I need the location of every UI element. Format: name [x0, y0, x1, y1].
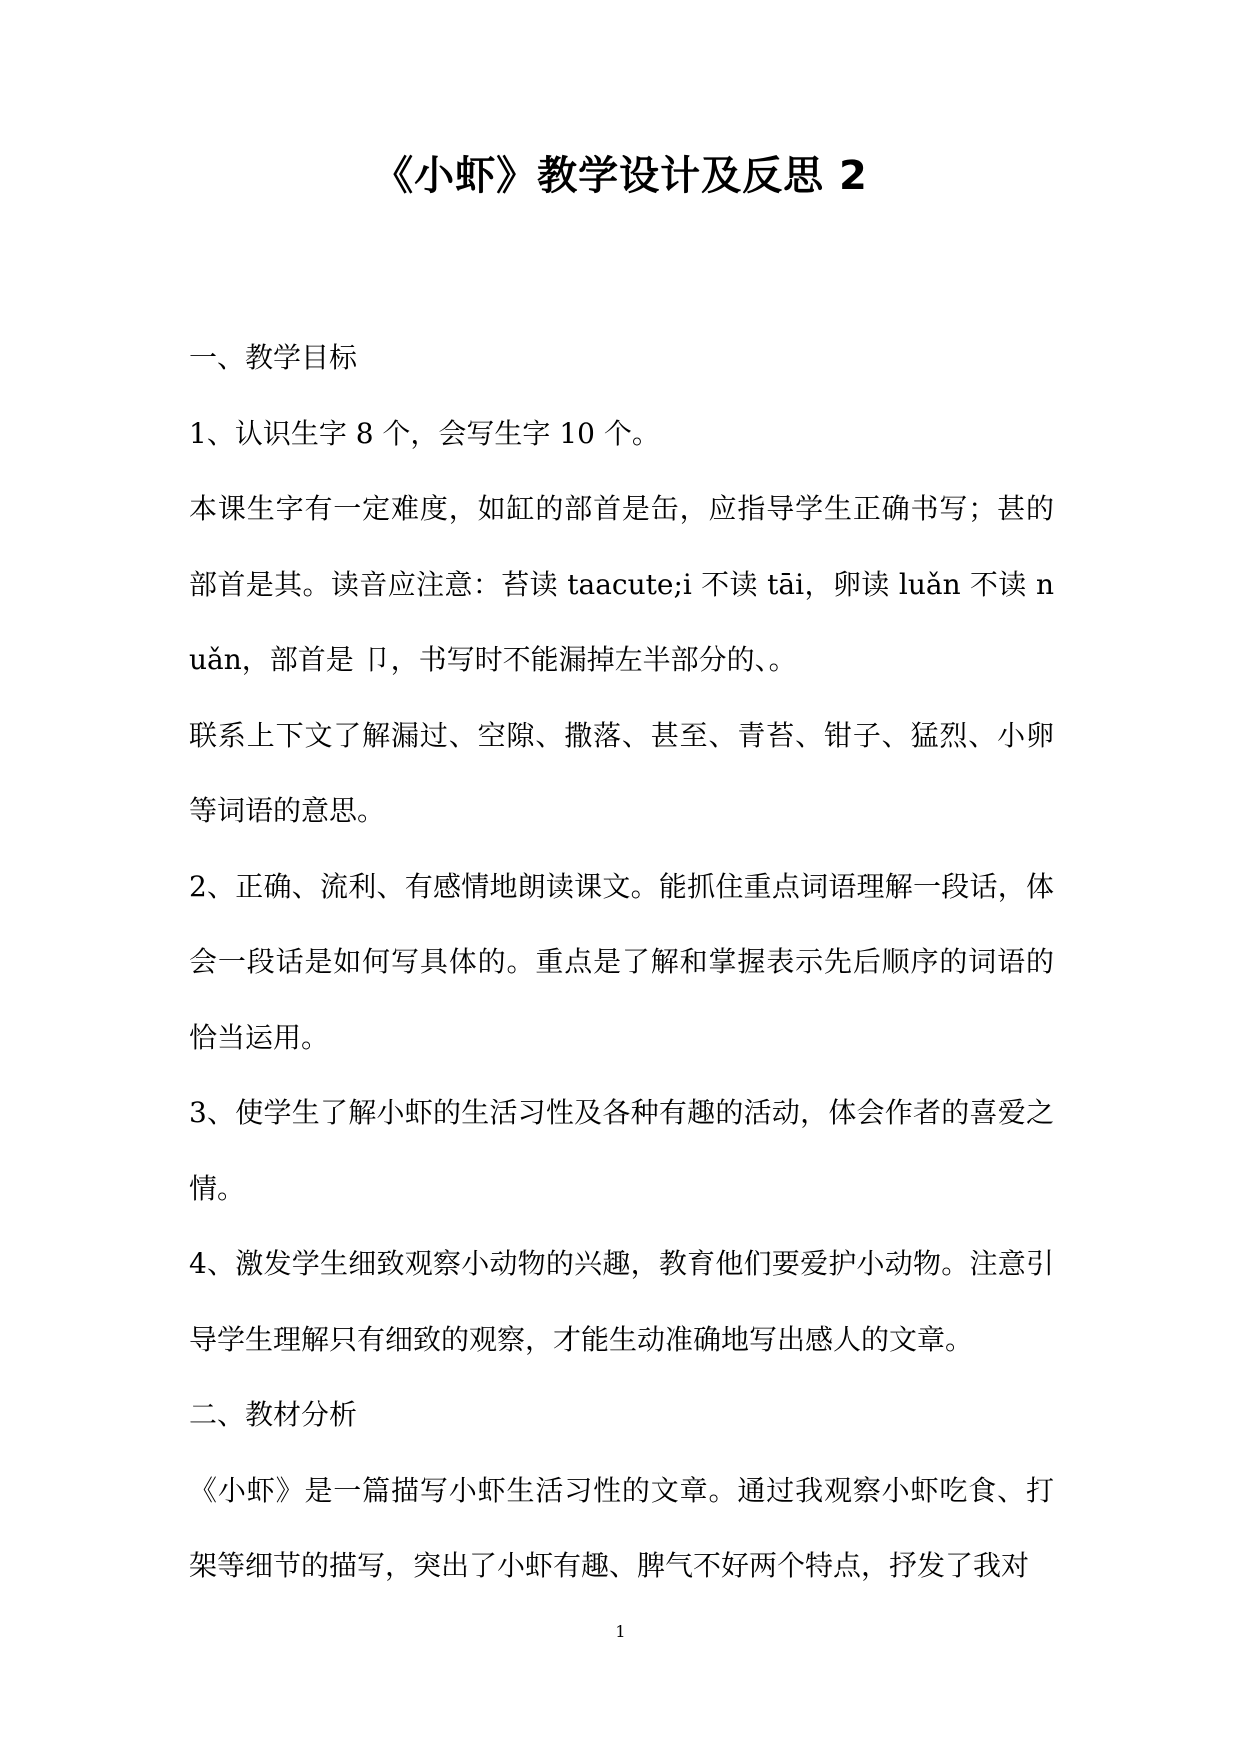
paragraph-goal-3: 3、使学生了解小虾的生活习性及各种有趣的活动，体会作者的喜爱之情。 — [189, 1096, 1054, 1205]
page-number: 1 — [615, 1622, 626, 1641]
section-heading-material-analysis: 二、教材分析 — [189, 1398, 358, 1431]
section-heading-teaching-goals: 一、教学目标 — [189, 341, 358, 374]
paragraph-goal-1: 1、认识生字 8 个，会写生字 10 个。 — [189, 416, 660, 450]
document-title: 《小虾》教学设计及反思 2 — [373, 153, 868, 199]
paragraph-goal-4: 4、激发学生细致观察小动物的兴趣，教育他们要爱护小动物。注意引导学生理解只有细致的观察，才能生动准确地写出感人的文章。 — [189, 1247, 1054, 1356]
paragraph-material-analysis: 《小虾》是一篇描写小虾生活习性的文章。通过我观察小虾吃食、打架等细节的描写，突出了小虾有趣、脾气不好两个特点，抒发了我对 — [189, 1473, 1054, 1582]
paragraph-vocabulary: 联系上下文了解漏过、空隙、撒落、甚至、青苔、钳子、猛烈、小卵等词语的意思。 — [189, 718, 1054, 827]
paragraph-character-notes: 本课生字有一定难度，如缸的部首是缶，应指导学生正确书写；甚的部首是其。读音应注意：苔读 taacute;i 不读 tāi，卵读 luǎn 不读 nuǎn，部首是 卩，书写时不能漏掉左半部分的、。 — [189, 492, 1054, 676]
paragraph-goal-2: 2、正确、流利、有感情地朗读课文。能抓住重点词语理解一段话，体会一段话是如何写具体的。重点是了解和掌握表示先后顺序的词语的恰当运用。 — [189, 869, 1054, 1054]
document-body — [189, 320, 1054, 1604]
